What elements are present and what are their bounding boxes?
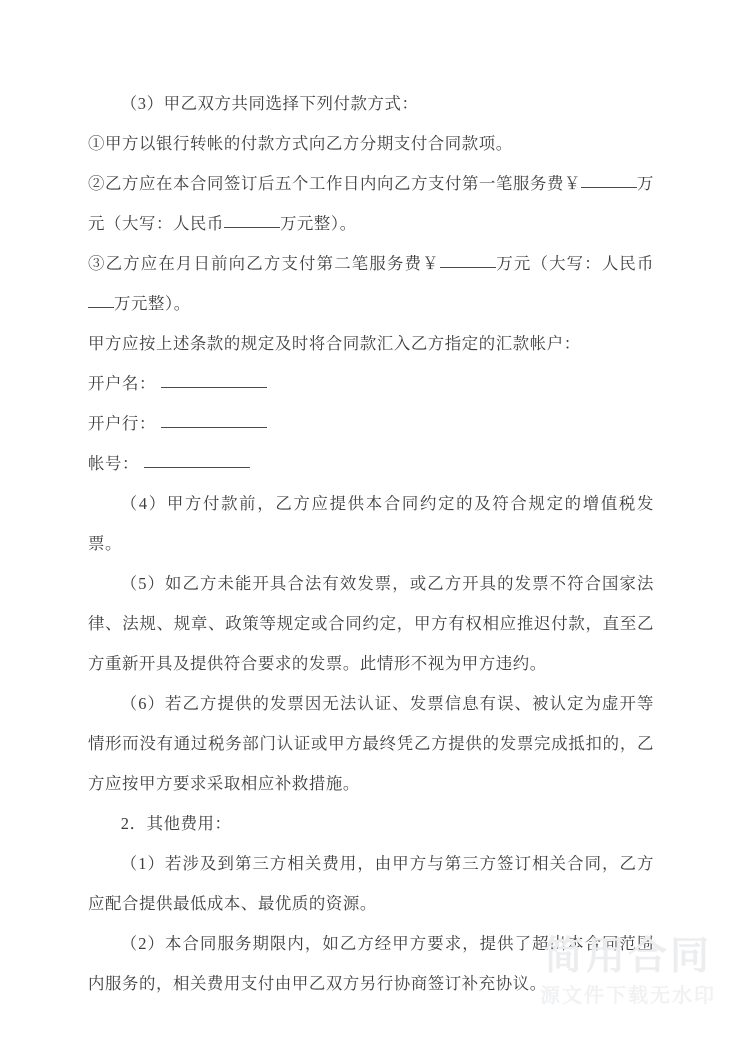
field-account-number-label: 帐号：	[88, 454, 139, 473]
blank-first-fee-amount-words[interactable]	[224, 227, 280, 228]
paragraph-clause-4: （4）甲方付款前，乙方应提供本合同约定的及符合规定的增值税发票。	[88, 494, 654, 553]
paragraph-payment-methods-heading: （3）甲乙双方共同选择下列付款方式：	[120, 94, 419, 113]
field-account-name-input[interactable]	[161, 387, 267, 388]
watermark-brand-text: 简用合同	[543, 934, 712, 979]
payment-item-3-text-a: ③乙方应在月日前向乙方支付第二笔服务费￥	[88, 254, 440, 273]
paragraph-section-2-clause-2: （2）本合同服务期限内，如乙方经甲方要求，提供了超出本合同范围内服务的，相关费用支付由甲乙双方另行协商签订补充协议。	[88, 934, 654, 993]
field-account-bank-label: 开户行：	[88, 414, 156, 433]
payment-item-2-text-c: 万元整）。	[279, 214, 357, 233]
paragraph-payment-item-3	[88, 244, 654, 324]
payment-item-3-text-b: 万元（大写：人民币	[495, 254, 654, 273]
field-account-name-label: 开户名：	[88, 374, 156, 393]
blank-second-fee-amount[interactable]	[440, 267, 496, 268]
paragraph-clause-5: （5）如乙方未能开具合法有效发票，或乙方开具的发票不符合国家法律、法规、规章、政策等规定或合同约定，甲方有权相应推迟付款，直至乙方重新开具及提供符合要求的发票。此情形不视为甲方违约。	[88, 574, 654, 673]
payment-item-2-text-b: 万元（大写：人民币	[88, 174, 654, 233]
payment-item-2-text-a: ②乙方应在本合同签订后五个工作日内向乙方支付第一笔服务费￥	[88, 174, 581, 193]
blank-first-fee-amount[interactable]	[581, 187, 637, 188]
field-account-number-input[interactable]	[144, 467, 250, 468]
field-account-name-row	[88, 364, 654, 404]
paragraph-section-2-clause-1: （1）若涉及到第三方相关费用，由甲方与第三方签订相关合同，乙方应配合提供最低成本、最优质的资源。	[88, 854, 654, 913]
blank-second-fee-amount-words[interactable]	[88, 307, 114, 308]
paragraph-payment-item-2	[88, 164, 654, 244]
field-account-bank-row	[88, 404, 654, 444]
paragraph-clause-6: （6）若乙方提供的发票因无法认证、发票信息有误、被认定为虚开等情形而没有通过税务部门认证或甲方最终凭乙方提供的发票完成抵扣的，乙方应按甲方要求采取相应补救措施。	[88, 694, 654, 793]
paragraph-remittance-intro: 甲方应按上述条款的规定及时将合同款汇入乙方指定的汇款帐户：	[88, 334, 581, 353]
paragraph-payment-item-1: ①甲方以银行转帐的付款方式向乙方分期支付合同款项。	[88, 134, 513, 153]
field-account-number-row	[88, 444, 654, 484]
document-text-body	[88, 84, 654, 1004]
payment-item-3-text-c: 万元整）。	[114, 294, 191, 313]
watermark-tagline-text: 源文件下载无水印	[540, 983, 716, 1007]
paragraph-section-2-heading: 2．其他费用：	[120, 814, 232, 833]
field-account-bank-input[interactable]	[161, 427, 267, 428]
